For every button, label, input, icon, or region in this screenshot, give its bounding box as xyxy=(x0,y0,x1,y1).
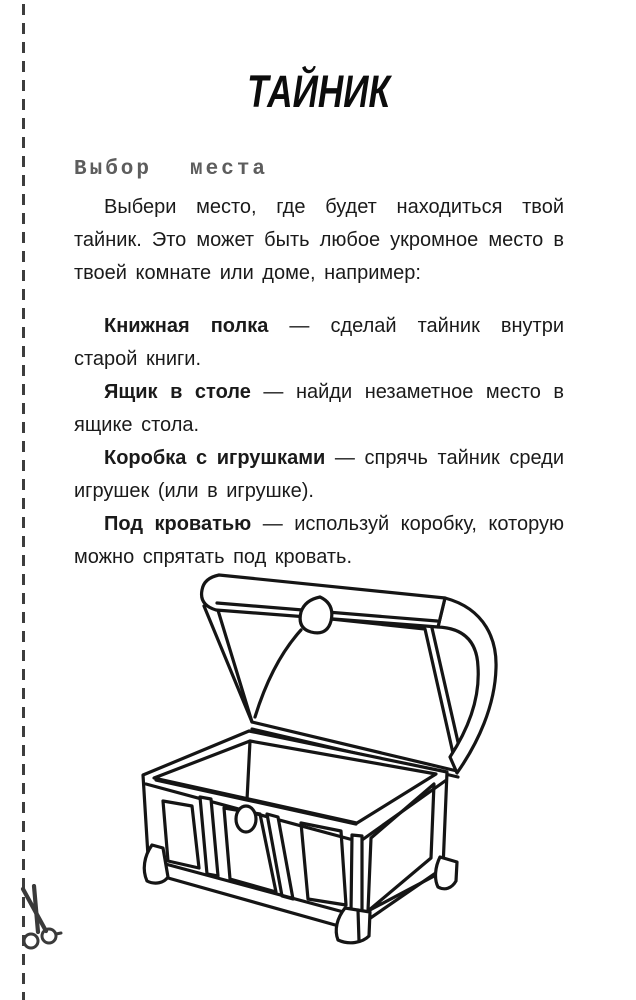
item-dash: — xyxy=(334,447,355,469)
item-dash: — xyxy=(263,381,284,403)
item-term: Под кроватью xyxy=(104,513,252,535)
page-title: ТАЙНИК xyxy=(247,66,391,117)
intro-text: Выбери место, где будет находиться твой тайник. Это может быть любое укромное место в твоей комнате или доме, например: xyxy=(74,196,564,284)
item-desc: спрячь тайник среди игрушек (или в игрушке). xyxy=(74,447,565,502)
list-item xyxy=(74,310,564,376)
item-desc: сделай тайник внутри старой книги. xyxy=(74,315,565,370)
scissors-icon xyxy=(18,884,64,952)
section-heading xyxy=(74,158,564,181)
chest-knob xyxy=(236,806,256,832)
item-desc: найди незаметное место в ящике стола. xyxy=(74,381,565,436)
item-term: Книжная полка xyxy=(104,315,269,337)
chest-foot-front xyxy=(336,908,370,943)
list-item xyxy=(74,442,564,508)
item-desc: используй коробку, которую можно спрятать под кровать. xyxy=(74,513,565,568)
item-dash: — xyxy=(262,513,283,535)
intro-paragraph xyxy=(74,191,564,290)
section-heading-word1: Выбор xyxy=(74,158,153,181)
item-term: Коробка с игрушками xyxy=(104,447,326,469)
chest-foot-right xyxy=(436,857,457,889)
treasure-chest-illustration xyxy=(108,552,512,992)
list-item xyxy=(74,376,564,442)
item-dash: — xyxy=(289,315,310,337)
item-term: Ящик в столе xyxy=(104,381,251,403)
chest-foot-left xyxy=(144,845,168,883)
section-heading-word2: места xyxy=(190,158,269,181)
